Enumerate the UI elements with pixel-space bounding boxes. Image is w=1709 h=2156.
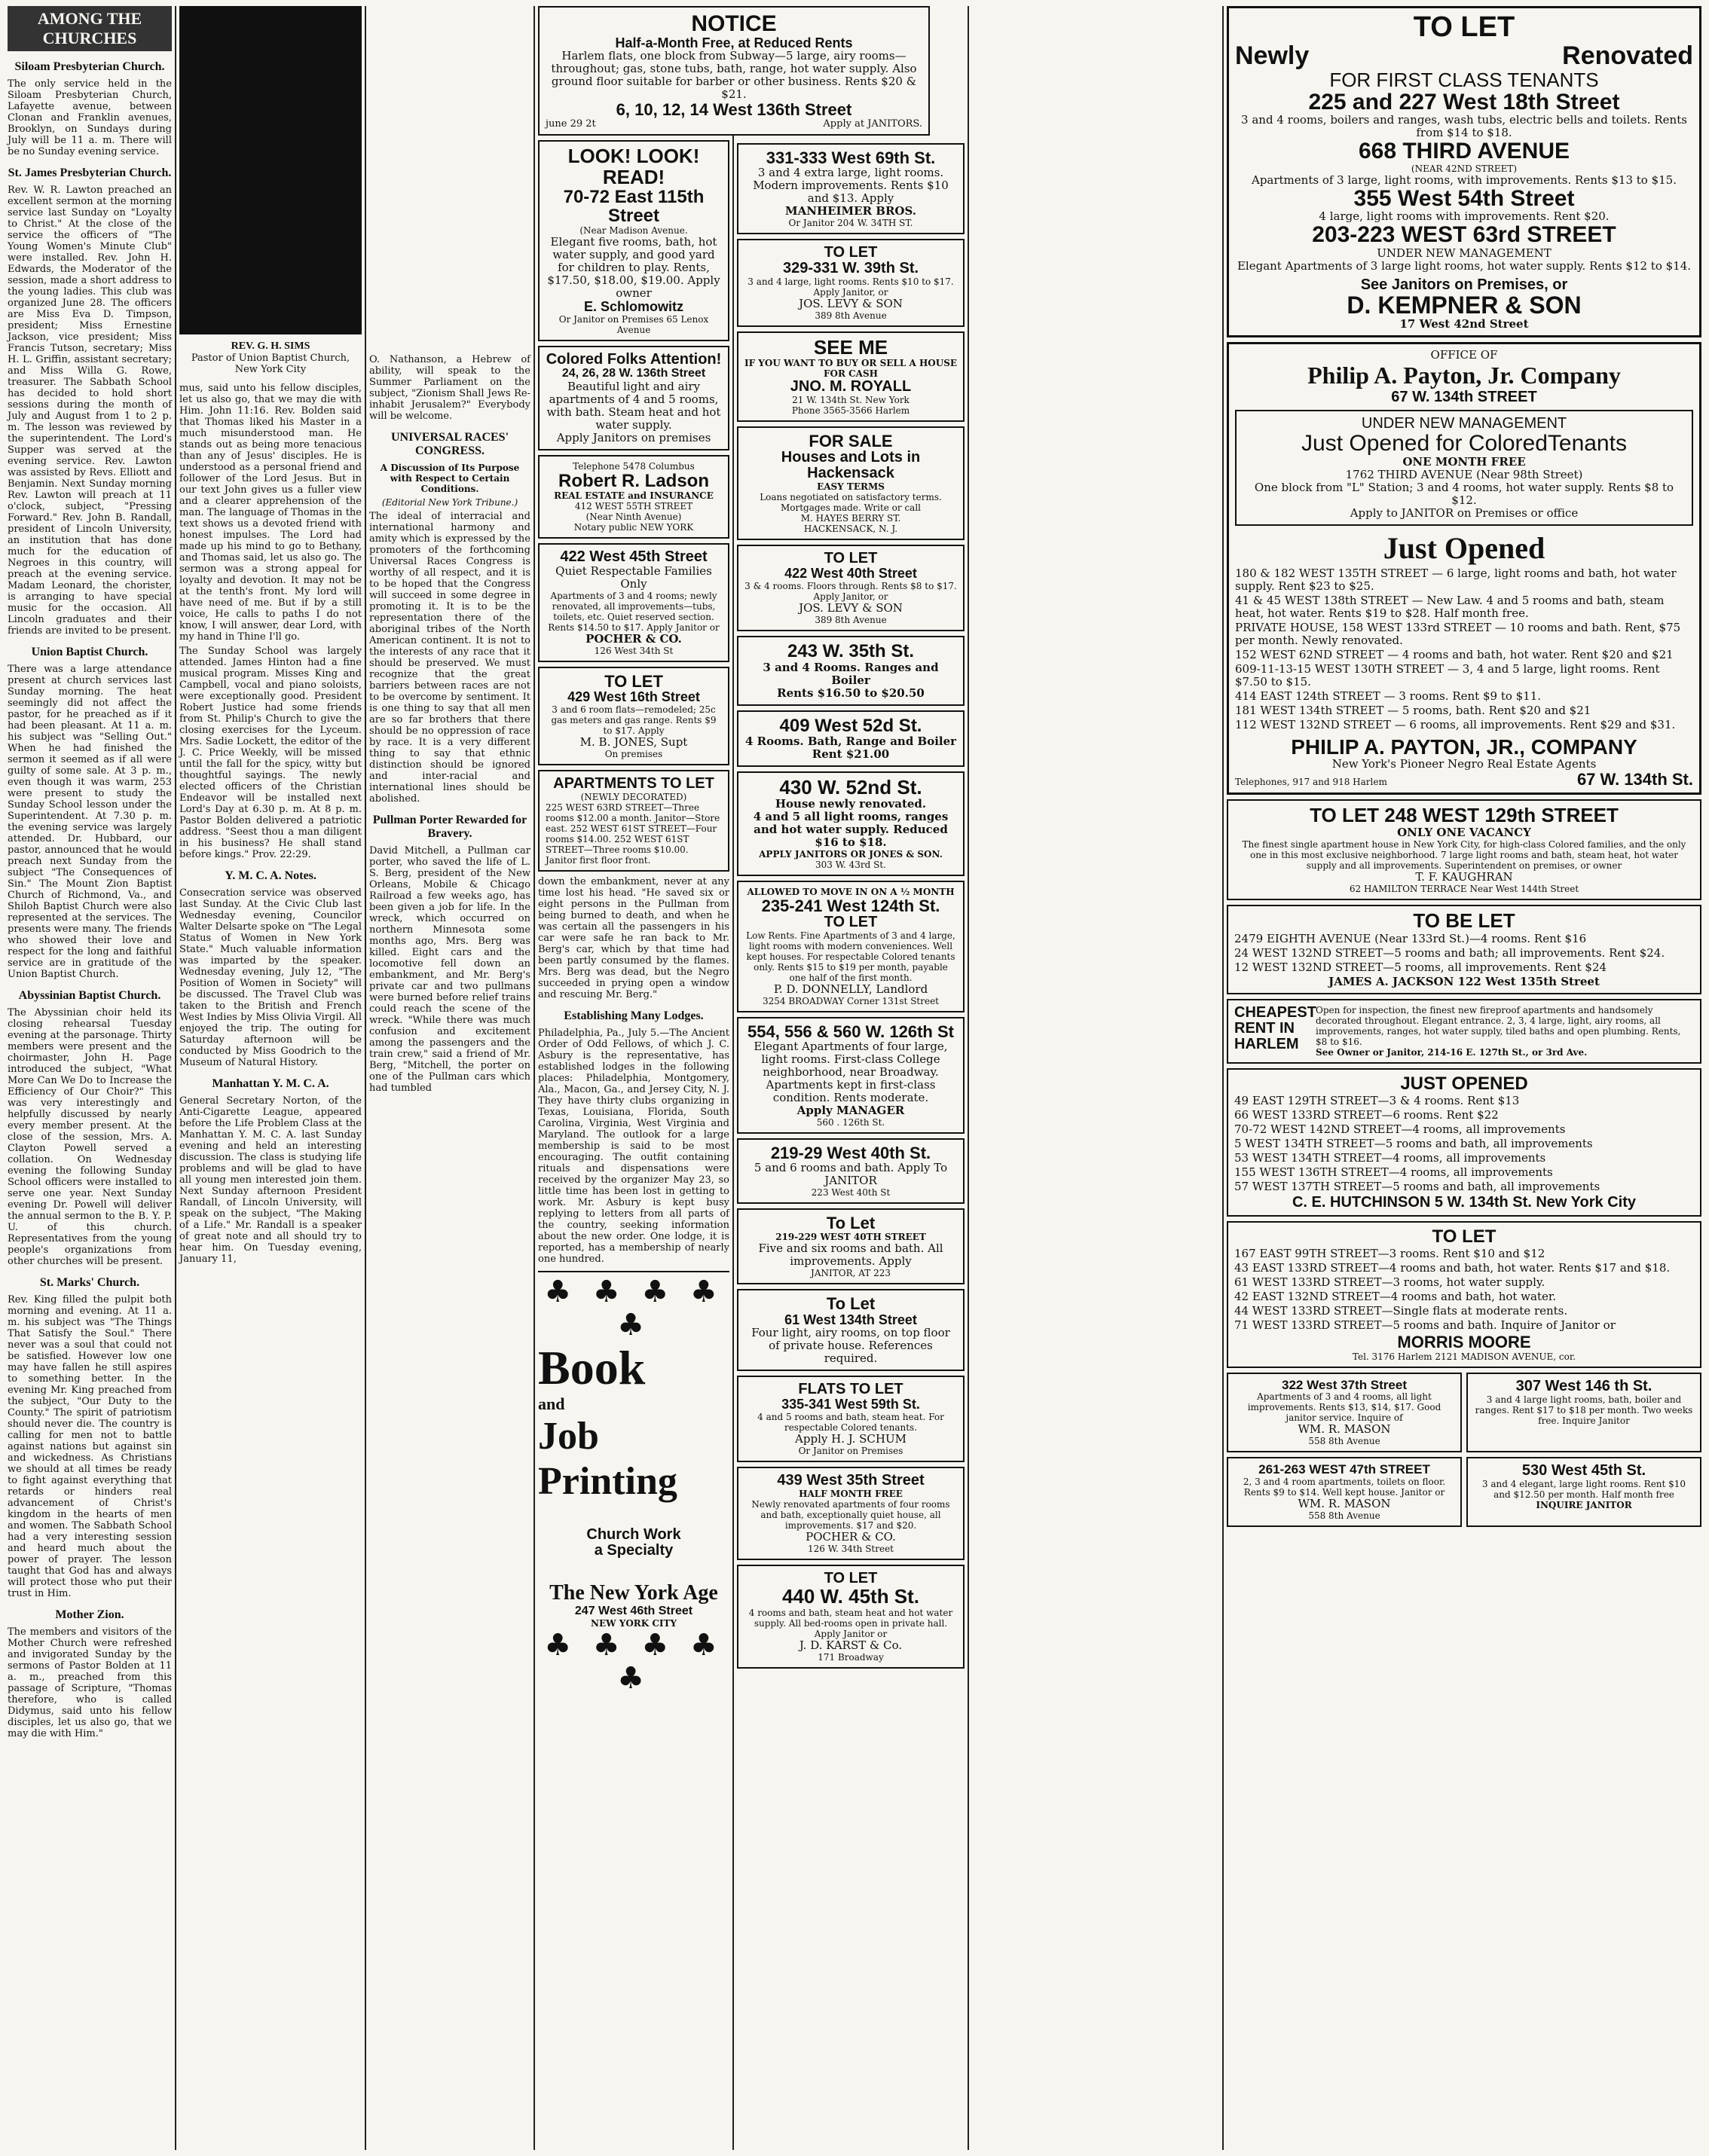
ad-footer: 126 W. 34th Street <box>807 1544 894 1555</box>
ad-subtitle: (NEWLY DECORATED) <box>580 792 687 803</box>
ornament-row: ♣ ♣ ♣ ♣ ♣ <box>544 1275 723 1343</box>
ad-agent: E. Schlomowitz <box>583 299 683 315</box>
ad-title: LOOK! LOOK! READ! <box>567 145 700 188</box>
ad-title: 243 W. 35th St. <box>787 641 915 662</box>
ad-248-w129 <box>1227 799 1701 899</box>
ad-body: 5 and 6 rooms and bath. Apply To JANITOR <box>754 1161 948 1188</box>
listing-item: 66 WEST 133RD STREET—6 rooms. Rent $22 <box>1234 1108 1499 1122</box>
article-title: St. Marks' Church. <box>39 1276 140 1289</box>
ad-subtitle: Houses and Lots in Hackensack <box>781 449 921 482</box>
listing-item: 155 WEST 136TH STREET—4 rooms, all improvements <box>1234 1165 1553 1180</box>
listing-item: 2479 EIGHTH AVENUE (Near 133rd St.)—4 rooms. Rent $16 <box>1234 932 1587 946</box>
ad-phone: Telephone 5478 Columbus <box>573 461 695 472</box>
ad-footer: 17 West 42nd Street <box>1399 317 1529 331</box>
article-title: St. James Presbyterian Church. <box>8 166 172 179</box>
ad-note: EASY TERMS <box>817 481 885 493</box>
ad-footer: 558 8th Avenue <box>1308 1510 1380 1522</box>
ad-body: 225 WEST 63RD STREET—Three rooms $12.00 a month. Janitor—Store east. 252 WEST 61ST STREET—Four rooms $14.00. 252 WEST 61ST STREET—Three rooms $10.00. Janitor first floor front. <box>546 802 720 866</box>
ad-530-w45 <box>1466 1457 1701 1527</box>
listing-item: 167 EAST 99TH STREET—3 rooms. Rent $10 and $12 <box>1234 1247 1545 1261</box>
ad-title: To Let <box>826 1294 876 1314</box>
listing-item: 5 WEST 134TH STREET—5 rooms and bath, all improvements <box>1234 1137 1593 1151</box>
listing-item: 44 WEST 133RD STREET—Single flats at moderate rents. <box>1234 1304 1568 1318</box>
ad-title: NOTICE <box>691 11 777 36</box>
ad-address: 67 W. 134th St. <box>1576 770 1693 789</box>
ad-title: TO LET <box>824 550 878 567</box>
section-header: AMONG THE CHURCHES <box>8 6 172 51</box>
article-body: The Abyssinian choir held its closing rehearsal Tuesday evening at the parsonage. Thirty members were present and the choirmaster, John H. Page introduced the subject, "What More Can We Do to Increase the Efficiency of Our Choir?" This was very interestingly and helpfully discussed by nearly every member present. At the close of the session, Mrs. A. Clayton Powell served a collation. On Wednesday evening the following Sunday School officers were installed to serve one year. Next Sunday evening Dr. Powell will deliver the annual sermon to the B. Y. P. U. of this church. Representatives from the young people's organizations from other churches will be present. <box>8 1007 172 1267</box>
listing-item: 71 WEST 133RD STREET—5 rooms and bath. Inquire of Janitor or <box>1234 1318 1616 1333</box>
ad-address: 355 West 54th Street <box>1353 185 1575 211</box>
ad-body: REAL ESTATE and INSURANCE <box>554 490 714 502</box>
article-subtitle: A Discussion of Its Purpose with Respect to Certain Conditions. <box>380 463 520 494</box>
listing-item: 181 WEST 134th STREET — 5 rooms, bath. Rent $20 and $21 <box>1235 703 1591 717</box>
ad-apply: See Janitors on Premises, or <box>1360 276 1568 293</box>
ad-agent: POCHER & CO. <box>585 632 682 646</box>
ad-body: 2, 3 and 4 room apartments, toilets on floor. Rents $9 to $14. Well kept house. Janitor or <box>1243 1477 1446 1498</box>
article-title: Establishing Many Lodges. <box>564 1009 704 1023</box>
ad-body: Loans negotiated on satisfactory terms. Mortgages made. Write or call <box>760 492 942 514</box>
listing-item: 12 WEST 132ND STREET—5 rooms, all improvements. Rent $24 <box>1234 960 1607 975</box>
article-title: Abyssinian Baptist Church. <box>18 989 161 1002</box>
ad-specialty: a Specialty <box>594 1542 674 1559</box>
ad-to-let-morris <box>1227 1221 1701 1367</box>
ad-footer: 560 . 126th St. <box>816 1117 885 1128</box>
listing-item: 414 EAST 124th STREET — 3 rooms. Rent $9 to $11. <box>1235 689 1542 703</box>
ad-subtitle: Half-a-Month Free, at Reduced Rents <box>615 35 853 50</box>
ad-body: 3 and 6 room flats—remodeled; 25c gas meters and gas range. Rents $9 to $17. Apply <box>551 704 717 737</box>
ad-430-w52 <box>737 771 965 876</box>
ad-307-w146 <box>1466 1373 1701 1453</box>
ad-body: 3 and 4 extra large, light rooms. Modern improvements. Rents $10 and $13. Apply <box>753 166 949 206</box>
column-six <box>1227 6 1701 2150</box>
ad-footer: INQUIRE JANITOR <box>1536 1500 1632 1511</box>
ad-subtitle: House newly renovated. <box>775 797 927 811</box>
ad-body: 3 and 4 elegant, large light rooms. Rent $10 and $12.50 per month. Half month free <box>1481 1479 1686 1501</box>
article-title: Pullman Porter Rewarded for Bravery. <box>372 814 527 840</box>
ad-title: SEE ME <box>813 336 888 359</box>
ad-new-management <box>1235 410 1693 526</box>
ad-apply: Apply to JANITOR on Premises or office <box>1350 505 1579 520</box>
ad-footer: 389 8th Avenue <box>815 310 887 322</box>
ad-title: APARTMENTS TO LET <box>553 775 714 792</box>
ad-body: Open for inspection, the finest new fireproof apartments and handsomely decorated throughout. Elegant entrance. 2, 3, 4 large, light, airy rooms, all improvements, ranges, hot water supply, tiled baths and open plumbing. Rents, $8 to $16. <box>1316 1005 1681 1048</box>
ad-phone: Phone 3565-3566 Harlem <box>791 405 910 417</box>
article-body: Philadelphia, Pa., July 5.—The Ancient Order of Odd Fellows, of which J. C. Asbury is the representative, has established lodges in the following places: Philadelphia, Montgomery, Ala., Macon, Ga., and Jersey City, N. J. They have thirty clubs organizing in Texas, Louisiana, Florida, South Carolina, Virginia, West Virginia and Maryland. The outlook for a large membership is said to be most encouraging. The outfit containing rituals and dispensations were received by the organizer May 23, so little time has been lost in getting to work. Mr. Asbury is kept busy replying to letters from all parts of the country, seeking information about the new order. One lodge, it is reported, has a membership of nearly one hundred. <box>538 1028 729 1266</box>
ad-address: 67 W. 134th STREET <box>1391 389 1537 406</box>
ad-address: 61 West 134th Street <box>784 1312 917 1327</box>
ad-ny-age-city: NEW YORK CITY <box>590 1618 677 1629</box>
listing-item: 112 WEST 132ND STREET — 6 rooms, all improvements. Rent $29 and $31. <box>1235 717 1676 731</box>
ad-title: FLATS TO LET <box>798 1381 903 1398</box>
ad-footer: 389 8th Avenue <box>815 615 887 626</box>
article-title: Union Baptist Church. <box>31 646 148 658</box>
column-rule <box>533 6 535 2150</box>
listing-item: 53 WEST 134TH STREET—4 rooms, all improvements <box>1234 1151 1546 1165</box>
ad-footer: Tel. 3176 Harlem 2121 MADISON AVENUE, cor. <box>1352 1351 1576 1362</box>
ad-newly: Newly <box>1235 41 1310 70</box>
ad-body: Low Rents. Fine Apartments of 3 and 4 large, light rooms with modern conveniences. Well kept houses. For respectable Colored tenants only. Rents $15 to $19 per month, payable one half of the first month. <box>746 930 955 984</box>
ad-agent: C. E. HUTCHINSON 5 W. 134th St. New York City <box>1292 1194 1636 1211</box>
ad-renovated: Renovated <box>1562 41 1693 70</box>
ad-body: Apartments of 3 large, light rooms, with improvements. Rents $13 to $15. <box>1251 173 1677 187</box>
ad-agent: JOS. LEVY & SON <box>799 297 903 311</box>
ad-address: 412 WEST 55TH STREET <box>574 501 693 512</box>
ad-title: 331-333 West 69th St. <box>766 148 936 167</box>
ad-footer: 303 W. 43rd St. <box>815 860 886 871</box>
photo-caption-name: REV. G. H. SIMS <box>231 341 310 352</box>
ad-footer: 223 West 40th St <box>811 1187 891 1199</box>
ad-title: Robert R. Ladson <box>558 471 709 492</box>
ad-body: Newly renovated apartments of four rooms and bath, exceptionally quiet house, all improvements. $17 and $20. <box>751 1499 950 1531</box>
ad-agent: WM. R. MASON <box>1298 1497 1391 1511</box>
photo-caption-title: Pastor of Union Baptist Church, New York City <box>191 353 350 375</box>
ad-title: 219-29 West 40th St. <box>770 1144 931 1163</box>
ad-title: Colored Folks Attention! <box>546 351 722 368</box>
ad-for-sale <box>737 426 965 540</box>
ad-title: 422 West 45th Street <box>560 548 708 566</box>
ad-body: The finest single apartment house in New York City, for high-class Colored families, and the only one in this most exclusive neighborhood. 7 large light rooms and bath, steam heat, hot water supply and all improvements. Superintendent on premises, or owner <box>1242 838 1686 871</box>
ad-apply: Apply MANAGER <box>796 1104 905 1118</box>
article-title: UNIVERSAL RACES' CONGRESS. <box>390 431 509 457</box>
ad-notice <box>538 6 930 136</box>
ad-address: 203-223 WEST 63rd STREET <box>1312 222 1616 248</box>
ad-title: Just Opened for ColoredTenants <box>1301 431 1627 457</box>
ad-331-w69 <box>737 143 965 234</box>
ad-footer: On premises <box>604 749 663 760</box>
listing-list <box>1234 1095 1694 1193</box>
ad-rent: Rent $21.00 <box>812 747 890 761</box>
ad-body: IF YOU WANT TO BUY OR SELL A HOUSE FOR CASH <box>744 358 958 380</box>
article-body: Rev. King filled the pulpit both morning and evening. At 11 a. m. his subject was "The Things That Satisfy the Soul." There never was a soul that could not be satisfied. However low one may have fallen he still aspires to something better. In the evening Mr. King preached from the subject, "Our Duty to the County." The spirit of patriotism should never die. The country is calling for men not to battle against nations but against sin and wickedness. As Christians we should at all times be ready to fight against everything that retards or hinders real advancement of Christ's kingdom in the hearts of men and women. The Sabbath School had a very interesting session and heard much about the power of prayer. The lesson taught that God has and always will protect those who put their trust in Him. <box>8 1294 172 1599</box>
ad-body: 4 and 5 all light rooms, ranges and hot water supply. Reduced $16 to $18. <box>753 810 949 850</box>
ad-agent: PHILIP A. PAYTON, JR., COMPANY <box>1291 734 1637 759</box>
ad-agent: J. D. KARST & Co. <box>799 1638 903 1652</box>
ad-title: TO BE LET <box>1413 909 1515 932</box>
ad-footer: HACKENSACK, N. J. <box>803 524 898 535</box>
column-rule <box>175 6 176 2150</box>
ad-body: 3 and 4 rooms, boilers and ranges, wash tubs, electric bells and toilets. Rents from $14 to $18. <box>1241 113 1687 140</box>
ad-rent: Rents $16.50 to $20.50 <box>777 686 925 700</box>
ad-footer: Or Janitor on Premises <box>798 1446 903 1457</box>
ad-61-w134 <box>737 1289 965 1371</box>
listing-list <box>1235 567 1693 731</box>
ad-footer: Or Janitor 204 W. 34TH ST. <box>788 218 913 229</box>
ad-address: 335-341 West 59th St. <box>781 1397 920 1412</box>
ad-title: TO LET <box>824 1570 878 1587</box>
ad-body: 4 large, light rooms with improvements. Rent $20. <box>1319 209 1610 224</box>
column-two <box>179 6 362 2150</box>
ad-agent: MORRIS MOORE <box>1397 1333 1531 1352</box>
ad-554-w126 <box>737 1017 965 1134</box>
ad-body: Beautiful light and airy apartments of 4 and 5 rooms, with bath. Steam heat and hot water supply. <box>546 380 721 432</box>
article-body: down the embankment, never at any time lost his head. "He saved six or eight persons in the Pullman from being burned to death, and when he was certain all the passengers in his car were safe he ran back to Mr. Berg's car, which by that time had been partly consumed by the flames. Mrs. Berg was dead, but the Negro succeeded in prying open a window and rescuing Mr. Berg." <box>538 876 729 1001</box>
ad-apply: Apply Janitors on premises <box>556 431 711 445</box>
ad-note: (NEAR 42ND STREET) <box>1411 163 1518 174</box>
article-body: O. Nathanson, a Hebrew of ability, will speak to the Summer Parliament on the subject, "Zionism Shall Jews Re-inhabit Jerusalem?" Everybody will be welcome. <box>369 354 530 422</box>
ad-address: 225 and 227 West 18th Street <box>1308 89 1620 115</box>
ad-body: Elegant five rooms, bath, hot water supply, and good yard for children to play. Rents, $17.50, $18.00, $19.00. Apply owner <box>547 235 720 301</box>
ad-cheapest-rent <box>1227 999 1701 1064</box>
article-body: The members and visitors of the Mother Church were refreshed and invigorated Sunday by the sermons of Pastor Bolden at 11 a. m., preached from this passage of Scripture, "Thomas therefore, who is called Didymus, said unto his fellow disciples, let us also go, that we may die with Him." <box>8 1626 172 1739</box>
article-body: David Mitchell, a Pullman car porter, who saved the life of L. S. Berg, president of the New Orleans, Mobile & Chicago Railroad a few weeks ago, has been given a job for life. In the wreck, which occurred on northern Minnesota some months ago, Mrs. Berg was killed. Eight cars and the locomotive fell down an embankment, and Mr. Berg's private car and two pullmans were burned before relief trains could reach the scene of the wreck. "While there was much confusion and excitement among the passengers and the train crew," said a friend of Mr. Berg, "Mitchell, the porter on one of the Pullman cars which had tumbled <box>369 845 530 1094</box>
ad-book: Book <box>538 1341 646 1395</box>
ad-note: OFFICE OF <box>1430 348 1498 362</box>
ad-title: TO LET 248 WEST 129th STREET <box>1310 804 1619 827</box>
ad-payton-office <box>1227 342 1701 795</box>
ad-footer: 62 HAMILTON TERRACE Near West 144th Street <box>1349 883 1579 894</box>
ad-footer: 171 Broadway <box>818 1651 884 1663</box>
article-body: The Sunday School was largely attended. James Hinton had a fine musical program. Misses King and Campbell, vocal and piano soloists, were exceptionally good. President Robert Justice had some friends from St. Philip's Church to give the closing exercises for the Lyceum. Mrs. Sadie Lockett, the editor of the J. C. Price Weekly, will be missed until the fall for the spicy, witty but thoughtful sayings. The newly elected officers of the Christian Endeavor will be installed next Lord's Day at 6.30 p. m. At 8 p. m. Pastor Bolden delivered a patriotic address. "Seest thou a man diligent in his business? He shall stand before kings." Prov. 22:29. <box>179 646 362 860</box>
ad-footer: 126 West 34th St <box>594 646 674 657</box>
article-body: There was a large attendance present at church services last Sunday morning. The heat seemingly did not affect the pastor, for he preached as if it had been pleasant. At 11 a. m. his subject was "Selling Out." When he had finished the sermon it seemed as if all were guilty of some sale. At 3 p. m., even though it was warm, 253 were present to study the Sunday School lesson under the Superintendent. At 7.30 p. m. the evening service was largely attended. Dr. Hubbard, our pastor, announced that he would preach next Sunday from the subject "The Consequences of Sin." The Mount Zion Baptist Church of Richmond, Va., and Shiloh Baptist Church were also represented at the services. The presents were many. The friends who showed their love and respect for the long and faithful service are in gratitude of the Union Baptist Church. <box>8 664 172 980</box>
ad-address: 440 W. 45th St. <box>781 1585 920 1608</box>
ad-title: FOR SALE <box>809 432 893 451</box>
listing-item: 180 & 182 WEST 135TH STREET — 6 large, light rooms and bath, hot water supply. Rent $23 to $25. <box>1235 566 1677 593</box>
ad-address: 429 West 16th Street <box>567 689 700 705</box>
listing-list <box>1234 933 1694 974</box>
listing-item: 57 WEST 137TH STREET—5 rooms and bath, all improvements <box>1234 1180 1600 1194</box>
ad-subtitle: TO LET <box>824 914 878 931</box>
ad-title: 430 W. 52nd St. <box>779 775 922 799</box>
article-body: Rev. W. R. Lawton preached an excellent sermon at the morning service last Sunday on "Loyalty to Christ." At the close of the service the officers of "The Young Women's Minute Club" were installed. Rev. John H. Edwards, the Moderator of the session, made a short address to the young ladies. This club was organized June 28. The officers are Miss Eva D. Timpson, president; Miss Ernestine Jackson, vice president; Miss Francis Tutson, secretary; Miss H. L. Griffin, assistant secretary; and Miss Willa G. Rowe, treasurer. The Sabbath School has decided to hold short sessions during the month of July and August from 1 to 2 p. m. The lesson was reviewed by the superintendent. The Lord's Supper was served at the evening service. Rev. Lawton was assisted by Revs. Elliott and Benjamin. Next Sunday morning Rev. Lawton will preach at 11 o'clock, subject, "Pressing Forward." Rev. John B. Randall, president of Lincoln University, an institution that has done much for the education of Negroes in this country, will preach at the evening service. Madam Leonard, the chorister, is arranging to have special music for the occasion. All Lincoln graduates and their friends are invited to be present. <box>8 185 172 637</box>
ad-body: 3 and 4 large light rooms, bath, boiler and ranges. Rent $17 to $18 per month. Two weeks free. Inquire Janitor <box>1475 1394 1693 1426</box>
ad-422-w40 <box>737 545 965 631</box>
ad-title: JUST OPENED <box>1400 1073 1528 1095</box>
ad-subtitle: UNDER NEW MANAGEMENT <box>1377 246 1552 260</box>
ad-422-w45 <box>538 543 729 662</box>
article-body: mus, said unto his fellow disciples, let us also go, that we may die with Him. John 11:16. Rev. Bolden said that Thomas liked his Master in a much misunderstood man. He stands out as being more tenacious than any of Jesus' disciples. He is understood as a personal friend and follower of the Lord Jesus. But in our text John gives us a fuller view and a clearer apprehension of the man. The language of Thomas in the text shows us a devoted friend with honest impulses. The Lord had made up his mind to go to Bethany, and Thomas said, let us also go. The sermon was a strong appeal for loyalty and devotion. It may not be at the tenth's front. My lord will have need of me. But if by a still voice, He calls to paths I do not know, I will answer, dear Lord, with my hand in Thine I'll go. <box>179 383 362 643</box>
ad-subtitle: HALF MONTH FREE <box>799 1489 903 1500</box>
ad-body: Apartments of 3 and 4 rooms, all light improvements. Rents $13, $14, $17. Good janitor service. Inquire of <box>1247 1391 1441 1424</box>
ad-footer: JANITOR, AT 223 <box>811 1268 891 1279</box>
listing-item: 42 EAST 132ND STREET—4 rooms and bath, hot water. <box>1234 1290 1557 1304</box>
ad-agent: D. KEMPNER & SON <box>1347 291 1582 319</box>
ad-book-printing <box>538 1271 729 1695</box>
ad-335-w59 <box>737 1376 965 1462</box>
ad-322-w37 <box>1227 1373 1462 1453</box>
ad-footer: Or Janitor on Premises 65 Lenox Avenue <box>558 314 709 336</box>
listing-item: 70-72 WEST 142ND STREET—4 rooms, all improvements <box>1234 1122 1566 1137</box>
listing-item: 24 WEST 132ND STREET—5 rooms and bath; all improvements. Rent $24. <box>1234 946 1665 960</box>
ad-look <box>538 140 729 341</box>
ad-243-w35 <box>737 636 965 705</box>
column-rule <box>968 6 969 2150</box>
ad-address: 1762 THIRD AVENUE (Near 98th Street) <box>1345 467 1583 481</box>
ad-address: 219-229 WEST 40TH STREET <box>775 1232 926 1243</box>
ad-219-w40 <box>737 1138 965 1204</box>
ad-note: ALLOWED TO MOVE IN ON A ½ MONTH <box>747 887 955 898</box>
ad-apply: Apply H. J. SCHUM <box>795 1432 906 1446</box>
ad-261-w47 <box>1227 1457 1462 1527</box>
listing-item: 41 & 45 WEST 138th STREET — New Law. 4 and 5 rooms and bath, steam heat, hot water. Rents $19 to $28. Half month free. <box>1235 593 1665 620</box>
ad-footer: 3254 BROADWAY Corner 131st Street <box>762 996 939 1007</box>
ad-235-w124 <box>737 881 965 1012</box>
ad-agent: MANHEIMER BROS. <box>784 204 917 218</box>
column-five <box>737 143 965 2150</box>
ad-429-w16 <box>538 667 729 765</box>
ad-agent: JAMES A. JACKSON 122 West 135th Street <box>1328 975 1600 989</box>
ad-colored-folks <box>538 346 729 450</box>
article-title: Siloam Presbyterian Church. <box>14 60 165 73</box>
ad-title: 409 West 52d St. <box>779 715 922 736</box>
ad-409-w52 <box>737 710 965 767</box>
ad-ny-age: The New York Age <box>549 1581 718 1605</box>
ad-address: 329-331 W. 39th St. <box>782 260 919 277</box>
ad-title: TO LET <box>1413 11 1515 43</box>
ad-body: 4 Rooms. Bath, Range and Boiler <box>744 734 957 748</box>
listing-item: 609-11-13-15 WEST 130TH STREET — 3, 4 and 5 large, light rooms. Rent $7.50 to $15. <box>1235 661 1660 689</box>
ad-body: Elegant Apartments of 3 large light rooms, hot water supply. Rents $12 to $14. <box>1237 258 1692 273</box>
ad-body: 3 and 4 large, light rooms. Rents $10 to $17. Apply Janitor, or <box>747 276 954 298</box>
article-body: The ideal of interracial and international harmony and amity which is expressed by the promoters of the forthcoming Universal Races Congress is worthy of all respect, and it is to be hoped that the Congress will succeed in some degree in promoting it. It is to be the representation there of the aboriginal tribes of the North American continent. It is not to the interests of any race that it should be preserved. We must recognize that the great barriers between races are not to be overcome by sentiment. It is one thing to say that all men are so far brothers that there should be no oppression of race by race. It is a very different thing to say that ethnic distinction should be ignored and inter-racial and international lines should be abolished. <box>369 511 530 805</box>
portrait-photo <box>179 6 362 334</box>
ad-219-229-w40 <box>737 1208 965 1284</box>
article-body: The only service held in the Siloam Presbyterian Church, Lafayette avenue, between Clonan and Franklin avenues, Brooklyn, on Sundays during July will be 11 a. m. There will be no Sunday evening service. <box>8 78 172 157</box>
ad-body: 4 and 5 rooms and bath, steam heat. For respectable Colored tenants. <box>757 1412 944 1434</box>
ad-agent: T. F. KAUGHRAN <box>1415 869 1513 884</box>
ad-body: Elegant Apartments of four large, light rooms. First-class College neighborhood, near Broadway. Apartments kept in first-class condition. Rents moderate. <box>754 1040 948 1105</box>
ad-title: 530 West 45th St. <box>1521 1462 1646 1480</box>
ad-footer: See Owner or Janitor, 214-16 E. 127th St., or 3rd Ave. <box>1316 1047 1588 1058</box>
ad-329-w39 <box>737 239 965 327</box>
ad-phone: Telephones, 917 and 918 Harlem <box>1235 777 1387 788</box>
column-rule <box>732 6 734 2150</box>
article-source: (Editorial New York Tribune.) <box>381 497 518 508</box>
ad-note: ONE MONTH FREE <box>1402 454 1526 469</box>
ad-footer: 558 8th Avenue <box>1308 1436 1380 1447</box>
ad-title: CHEAPEST RENT IN HARLEM <box>1234 1004 1316 1053</box>
article-title: Y. M. C. A. Notes. <box>225 869 316 882</box>
ad-title: TO LET <box>604 672 663 692</box>
ad-note: (Near Ninth Avenue) <box>585 512 682 523</box>
ad-title: Philip A. Payton, Jr. Company <box>1307 362 1621 389</box>
ad-body: Five and six rooms and bath. All improvements. Apply <box>758 1241 943 1269</box>
ad-439-w35 <box>737 1467 965 1560</box>
ad-address: 6, 10, 12, 14 West 136th Street <box>616 100 852 120</box>
ad-title: TO LET <box>824 244 878 261</box>
ad-address: 21 W. 134th St. New York <box>792 395 910 406</box>
ad-subtitle: New York's Pioneer Negro Real Estate Agents <box>1331 757 1597 771</box>
ad-agent: POCHER & CO. <box>806 1530 896 1544</box>
ad-footer: Notary public NEW YORK <box>573 522 694 533</box>
ad-title: 322 West 37th Street <box>1282 1377 1407 1392</box>
ad-to-be-let <box>1227 905 1701 994</box>
ad-title: To Let <box>826 1214 876 1233</box>
listing-item: 49 EAST 129TH STREET—3 & 4 rooms. Rent $13 <box>1234 1094 1520 1108</box>
ad-apply: Apply at JANITORS. <box>823 118 922 130</box>
ad-just-opened-hutchinson <box>1227 1068 1701 1217</box>
listing-item: 152 WEST 62ND STREET — 4 rooms and bath, hot water. Rent $20 and $21 <box>1235 647 1674 661</box>
article-body: General Secretary Norton, of the Anti-Cigarette League, appeared before the Life Problem Class at the Manhattan Y. M. C. A. last Sunday evening and held an interesting discussion. The class is studying life problems and will be glad to have all young men interested join them. Next Sunday afternoon President Randall, of Lincoln University, will speak on the subject, "The Making of a Life." Mr. Randall is a speaker of great note and all should try to hear him. On Tuesday evening, January 11, <box>179 1095 362 1265</box>
ad-title: 261-263 WEST 47th STREET <box>1258 1462 1430 1477</box>
column-rule <box>365 6 366 2150</box>
ad-apartments <box>538 770 729 872</box>
listing-item: 43 EAST 133RD STREET—4 rooms and bath, hot water. Rents $17 and $18. <box>1234 1261 1671 1275</box>
ad-body: Apartments of 3 and 4 rooms; newly renovated, all improvements—tubs, toilets, etc. Quiet reserved section. Rents $14.50 to $17. Apply Janitor or <box>548 591 720 634</box>
article-list <box>8 60 172 1739</box>
ad-body: 3 & 4 rooms. Floors through. Rents $8 to $17. Apply Janitor, or <box>744 581 957 603</box>
ad-and: and <box>538 1394 565 1414</box>
ad-body: 4 rooms and bath, steam heat and hot water supply. All bed-rooms open in private hall. Apply Janitor or <box>748 1607 953 1639</box>
ad-title: 235-241 West 124th St. <box>761 896 940 916</box>
ad-address: 70-72 East 115th Street <box>563 187 705 227</box>
ad-job-printing: Job Printing <box>538 1415 677 1504</box>
ad-title: TO LET <box>1432 1226 1497 1247</box>
article-body: Consecration service was observed last Sunday. At the Civic Club last Wednesday evening, Councilor Walter Delsarte spoke on "The Legal Status of Women in New York State." Much valuable information was imparted by the speaker. Wednesday evening, July 12, "The Position of Women in Society" will be discussed. The Travel Club was taken to the British and French West Indies by Miss Olivia Virgil. All enjoyed the trip. The outing for Saturday afternoon will be conducted by Miss Goodrich to the Museum of Natural History. <box>179 887 362 1068</box>
ad-subtitle: ONLY ONE VACANCY <box>1397 825 1531 839</box>
ad-agent: P. D. DONNELLY, Landlord <box>773 982 928 997</box>
ad-address: 422 West 40th Street <box>784 566 917 582</box>
article-title: Mother Zion. <box>55 1608 124 1621</box>
ad-apply: APPLY JANITORS OR JONES & SON. <box>759 849 943 860</box>
ad-address: 668 THIRD AVENUE <box>1358 139 1570 164</box>
ad-agent: WM. R. MASON <box>1298 1422 1391 1437</box>
column-church-news <box>8 6 172 2150</box>
ad-kempner <box>1227 6 1701 337</box>
listing-item: PRIVATE HOUSE, 158 WEST 133rd STREET — 10 rooms and bath. Rent, $75 per month. Newly renovated. <box>1235 620 1681 647</box>
ad-body: Four light, airy rooms, on top floor of private house. References required. <box>751 1326 950 1366</box>
ad-subtitle: Quiet Respectable Families Only <box>555 564 712 591</box>
ad-body: 3 and 4 Rooms. Ranges and Boiler <box>763 660 939 687</box>
ad-agent: M. HAYES BERRY ST. <box>800 513 901 524</box>
ad-note: (Near Madison Avenue. <box>579 225 688 237</box>
ad-title: 439 West 35th Street <box>777 1472 925 1489</box>
column-rule <box>1222 6 1224 2150</box>
ad-body: Harlem flats, one block from Subway—5 large, airy rooms—throughout; gas, stone tubs, bath, range, hot water supply. Also ground floor suitable for barber or other business. Rents $20 & $21. <box>551 49 917 102</box>
ornament-row: ♣ ♣ ♣ ♣ ♣ <box>544 1628 723 1696</box>
ad-agent: JNO. M. ROYALL <box>790 378 912 395</box>
ad-subtitle: UNDER NEW MANAGEMENT <box>1361 415 1567 432</box>
ad-date: june 29 2t <box>546 118 596 130</box>
ad-agent: M. B. JONES, Supt <box>579 735 688 750</box>
listing-item: 61 WEST 133RD STREET—3 rooms, hot water supply. <box>1234 1275 1545 1290</box>
ad-agent: JOS. LEVY & SON <box>799 601 903 615</box>
ad-title: 554, 556 & 560 W. 126th St <box>747 1022 954 1042</box>
ad-royall <box>737 331 965 422</box>
listing-list <box>1234 1247 1694 1332</box>
ad-440-w45 <box>737 1565 965 1668</box>
ad-title: 307 West 146 th St. <box>1515 1377 1652 1394</box>
ad-ladson <box>538 455 729 539</box>
ad-church-work: Church Work <box>586 1526 681 1544</box>
ad-address: 24, 26, 28 W. 136th Street <box>561 367 706 380</box>
ad-body: One block from "L" Station; 3 and 4 rooms, hot water supply. Rents $8 to $12. <box>1254 480 1674 507</box>
article-title: Manhattan Y. M. C. A. <box>212 1077 329 1090</box>
ad-title: Just Opened <box>1383 530 1545 565</box>
ad-ny-age-address: 247 West 46th Street <box>574 1605 693 1618</box>
ad-subtitle: FOR FIRST CLASS TENANTS <box>1329 68 1599 91</box>
column-three <box>369 354 530 2150</box>
